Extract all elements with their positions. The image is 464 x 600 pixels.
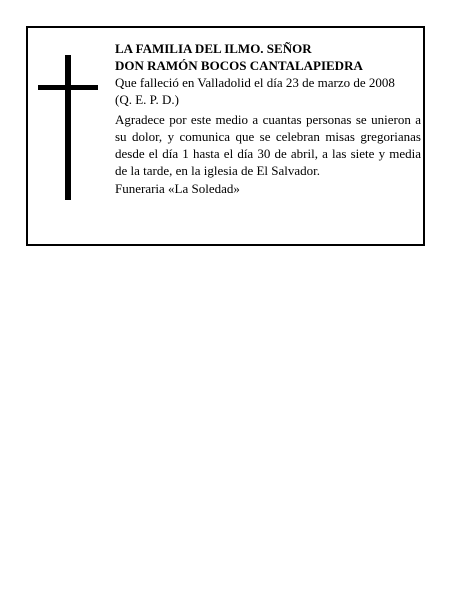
death-details: Que falleció en Valladolid el día 23 de marzo de 2008 — [115, 75, 395, 90]
obituary-notice — [26, 26, 425, 246]
rip-abbreviation: (Q. E. P. D.) — [115, 92, 179, 107]
notice-text — [115, 40, 421, 197]
family-heading: LA FAMILIA DEL ILMO. SEÑOR — [115, 41, 312, 56]
latin-cross-icon — [38, 55, 98, 200]
deceased-name: DON RAMÓN BOCOS CANTALAPIEDRA — [115, 58, 363, 73]
cross-horizontal-bar — [38, 85, 98, 90]
funeral-home: Funeraria «La Soledad» — [115, 181, 240, 196]
cross-vertical-bar — [65, 55, 71, 200]
acknowledgement-paragraph: Agradece por este medio a cuantas personas se unieron a su dolor, y comunica que se celebran misas gregorianas desde el día 1 hasta el día 30 de abril, a las siete y media de la tarde, en la iglesia de El Salvador. — [115, 112, 421, 178]
